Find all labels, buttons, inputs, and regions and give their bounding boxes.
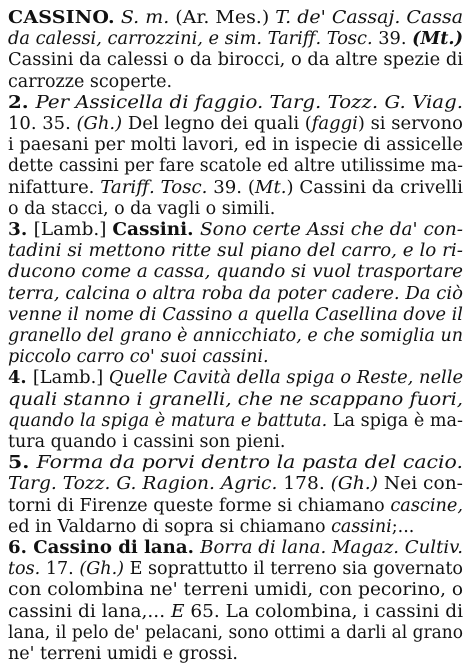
text-run: 5. [8, 453, 37, 474]
text-run: ne' terreni umidi e grossi. [8, 644, 238, 664]
text-run: da calessi, carrozzini, e sim. Tariff. Tosc. [8, 29, 373, 50]
text-run: 6. [8, 538, 34, 558]
text-run: ) si servono [357, 114, 463, 134]
text-run: venne il nome di Cassino a quella Casellina dove il [8, 304, 463, 325]
text-run: de' Cassaj. Cassa [297, 8, 464, 28]
text-run: Sono certe Assi che da' con- [199, 220, 464, 240]
text-run: lana, il pelo de' pelacani, sono ottimi a darli al grano [8, 622, 463, 643]
text-run: cassini di lana,... [8, 601, 171, 622]
text-run: Borra di lana. Magaz. Cultiv. [200, 538, 464, 558]
text-run: Mt. [254, 177, 287, 198]
text-run: tadini si mettono ritte sul piano del carro, e lo ri- [8, 241, 463, 262]
text-run: cassini [331, 516, 392, 537]
text-run: [Lamb.] [33, 220, 113, 240]
text-run: o da stacci, o da vagli o simili. [8, 198, 276, 219]
text-run: ) Cassini da crivelli [286, 177, 463, 198]
text-run: (Mt.) [412, 29, 464, 50]
text-run: ducono come a cassa, quando si vuol trasportare [8, 262, 463, 283]
text-run: nifatture. [8, 177, 101, 198]
text-run: Del legno dei quali ( [122, 114, 312, 134]
text-run: i paesani per molti lavori, ed in ispecie di assicelle [8, 135, 464, 156]
text-run: con colombina ne' terreni umidi, con pecorino, o [8, 580, 464, 601]
text-run: (Ar. Mes.) [169, 8, 276, 28]
text-run: dette cassini per fare scatole ed altre utilissime ma- [8, 156, 464, 177]
text-run: 17. [40, 559, 80, 580]
text-run: quando la spiga è matura e battuta. [8, 410, 328, 431]
text-run: E [170, 601, 185, 622]
text-run: 65. La colombina, i cassini di [184, 601, 463, 622]
text-run: 4. [8, 368, 33, 389]
text-run: T. [275, 8, 292, 28]
text-run: E soprattutto il terreno sia governato [124, 559, 464, 580]
text-run: torni di Firenze queste forme si chiamano [8, 495, 391, 516]
text-run: quali stanno i granelli, che ne scappano fuori, [8, 389, 464, 410]
text-run: Tariff. Tosc. [100, 177, 208, 198]
text-line [8, 642, 476, 666]
text-run: CASSINO. [8, 8, 115, 28]
text-run: 39. ( [207, 177, 255, 198]
text-run: [Lamb.] [32, 368, 109, 389]
text-run: Forma da porvi dentro la pasta del cacio. [36, 453, 463, 474]
text-run: La spiga è ma- [327, 410, 463, 431]
text-run: terra, calcina o altra roba da poter cadere. Da ciò [8, 283, 463, 304]
text-run: (Gh.) [76, 114, 123, 134]
text-run: carrozze scoperte. [8, 71, 173, 92]
text-run: piccolo carro co' suoi cassini. [8, 347, 269, 368]
text-run: tura quando i cassini son pieni. [8, 432, 286, 452]
text-run: 10. 35. [8, 114, 77, 134]
text-run: Targ. Tozz. G. Ragion. Agric. [8, 474, 278, 495]
text-run: Cassini. [112, 220, 200, 240]
text-run: granello del grano è annicchiato, e che somiglia un [8, 326, 464, 346]
text-run: ;... [391, 516, 415, 537]
text-run: (Gh.) [330, 474, 378, 495]
text-run: S. m. [120, 8, 170, 28]
text-run: Nei con- [377, 474, 463, 495]
text-run: tos. [8, 559, 41, 580]
text-run: 39. [372, 29, 413, 50]
text-run: Cassini da calessi o da birocci, o da altre spezie di [8, 50, 463, 71]
text-run: 178. [277, 474, 331, 495]
text-run: Per Assicella di faggio. Targ. Tozz. G. Viag. [35, 92, 463, 113]
text-run: ed in Valdarno di sopra si chiamano [8, 516, 332, 537]
text-run: cascine, [390, 495, 464, 516]
text-run: 3. [8, 220, 34, 240]
text-run: (Gh.) [79, 559, 125, 580]
text-run: faggi [311, 114, 358, 134]
text-run: Cassino di lana. [33, 538, 201, 558]
text-run: 2. [8, 92, 36, 113]
text-run: Quelle Cavità della spiga o Reste, nelle [108, 368, 464, 389]
